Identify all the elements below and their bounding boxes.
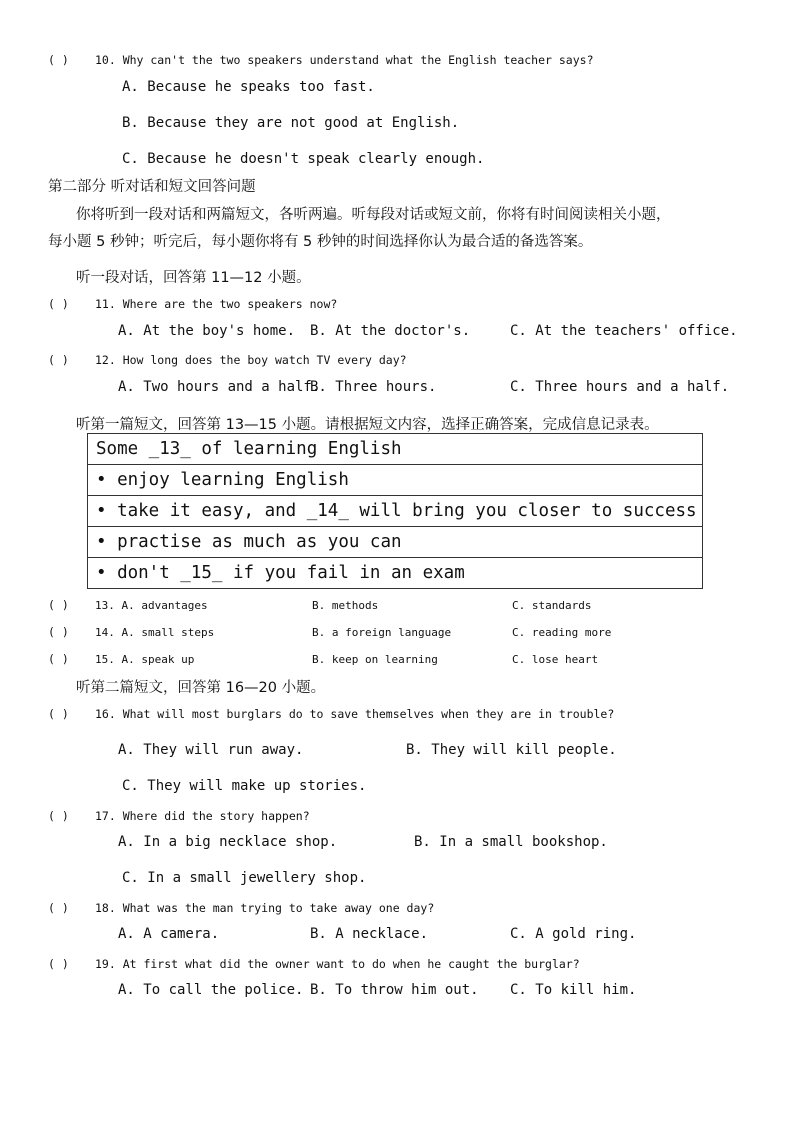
passage-2-instruction: 听第二篇短文，回答第 16—20 小题。: [76, 680, 326, 696]
section-intro-line-1: 你将听到一段对话和两篇短文，各听两遍。听每段对话或短文前，你将有时间阅读相关小题，: [76, 207, 671, 223]
option-18-a: A. A camera.: [118, 926, 220, 942]
option-10-a: A. Because he speaks too fast.: [122, 79, 375, 95]
option-13-b: B. methods: [312, 599, 379, 612]
answer-blank-16[interactable]: ( ): [48, 707, 69, 721]
table-row: [88, 434, 703, 465]
option-17-c: C. In a small jewellery shop.: [122, 870, 367, 886]
answer-blank-14[interactable]: ( ): [48, 625, 69, 639]
option-17-a: A. In a big necklace shop.: [118, 834, 338, 850]
question-11: 11. Where are the two speakers now?: [95, 297, 338, 311]
answer-blank-15[interactable]: ( ): [48, 652, 69, 666]
question-18: 18. What was the man trying to take away one day?: [95, 901, 435, 915]
table-cell: Some _13_ of learning English: [88, 434, 703, 465]
dialog-instruction: 听一段对话，回答第 11—12 小题。: [76, 270, 311, 286]
option-12-b: B. Three hours.: [310, 379, 437, 395]
table-cell: • practise as much as you can: [88, 527, 703, 558]
option-13-c: C. standards: [512, 599, 592, 612]
section-intro-line-2: 每小题 5 秒钟；听完后，每小题你将有 5 秒钟的时间选择你认为最合适的备选答案。: [48, 234, 593, 250]
answer-blank-12[interactable]: ( ): [48, 353, 69, 367]
info-record-table: [87, 433, 703, 589]
option-18-b: B. A necklace.: [310, 926, 429, 942]
question-19: 19. At first what did the owner want to do when he caught the burglar?: [95, 957, 580, 971]
table-row: [88, 496, 703, 527]
table-cell: • enjoy learning English: [88, 465, 703, 496]
option-16-b: B. They will kill people.: [406, 742, 617, 758]
question-17: 17. Where did the story happen?: [95, 809, 310, 823]
option-11-a: A. At the boy's home.: [118, 323, 296, 339]
table-cell: • take it easy, and _14_ will bring you closer to success: [88, 496, 703, 527]
option-18-c: C. A gold ring.: [510, 926, 637, 942]
question-13-option-a: 13. A. advantages: [95, 599, 208, 612]
option-16-c: C. They will make up stories.: [122, 778, 367, 794]
question-10: 10. Why can't the two speakers understand what the English teacher says?: [95, 53, 594, 67]
question-14-option-a: 14. A. small steps: [95, 626, 215, 639]
table-row: [88, 527, 703, 558]
answer-blank-19[interactable]: ( ): [48, 957, 69, 971]
answer-blank-10[interactable]: ( ): [48, 53, 69, 67]
option-10-c: C. Because he doesn't speak clearly enough.: [122, 151, 485, 167]
question-15-option-a: 15. A. speak up: [95, 653, 195, 666]
answer-blank-17[interactable]: ( ): [48, 809, 69, 823]
passage-1-instruction: 听第一篇短文，回答第 13—15 小题。请根据短文内容，选择正确答案，完成信息记录表。: [76, 417, 659, 433]
option-12-a: A. Two hours and a half.: [118, 379, 321, 395]
option-11-b: B. At the doctor's.: [310, 323, 471, 339]
option-12-c: C. Three hours and a half.: [510, 379, 730, 395]
option-19-b: B. To throw him out.: [310, 982, 479, 998]
table-row: [88, 465, 703, 496]
answer-blank-18[interactable]: ( ): [48, 901, 69, 915]
option-15-b: B. keep on learning: [312, 653, 438, 666]
answer-blank-13[interactable]: ( ): [48, 598, 69, 612]
answer-blank-11[interactable]: ( ): [48, 297, 69, 311]
table-cell: • don't _15_ if you fail in an exam: [88, 558, 703, 589]
option-15-c: C. lose heart: [512, 653, 599, 666]
option-14-c: C. reading more: [512, 626, 612, 639]
option-17-b: B. In a small bookshop.: [414, 834, 608, 850]
option-14-b: B. a foreign language: [312, 626, 452, 639]
question-16: 16. What will most burglars do to save themselves when they are in trouble?: [95, 707, 615, 721]
option-11-c: C. At the teachers' office.: [510, 323, 738, 339]
option-19-c: C. To kill him.: [510, 982, 637, 998]
table-row: [88, 558, 703, 589]
option-16-a: A. They will run away.: [118, 742, 304, 758]
section-heading: 第二部分 听对话和短文回答问题: [48, 179, 256, 195]
option-10-b: B. Because they are not good at English.: [122, 115, 460, 131]
question-12: 12. How long does the boy watch TV every day?: [95, 353, 407, 367]
option-19-a: A. To call the police.: [118, 982, 304, 998]
